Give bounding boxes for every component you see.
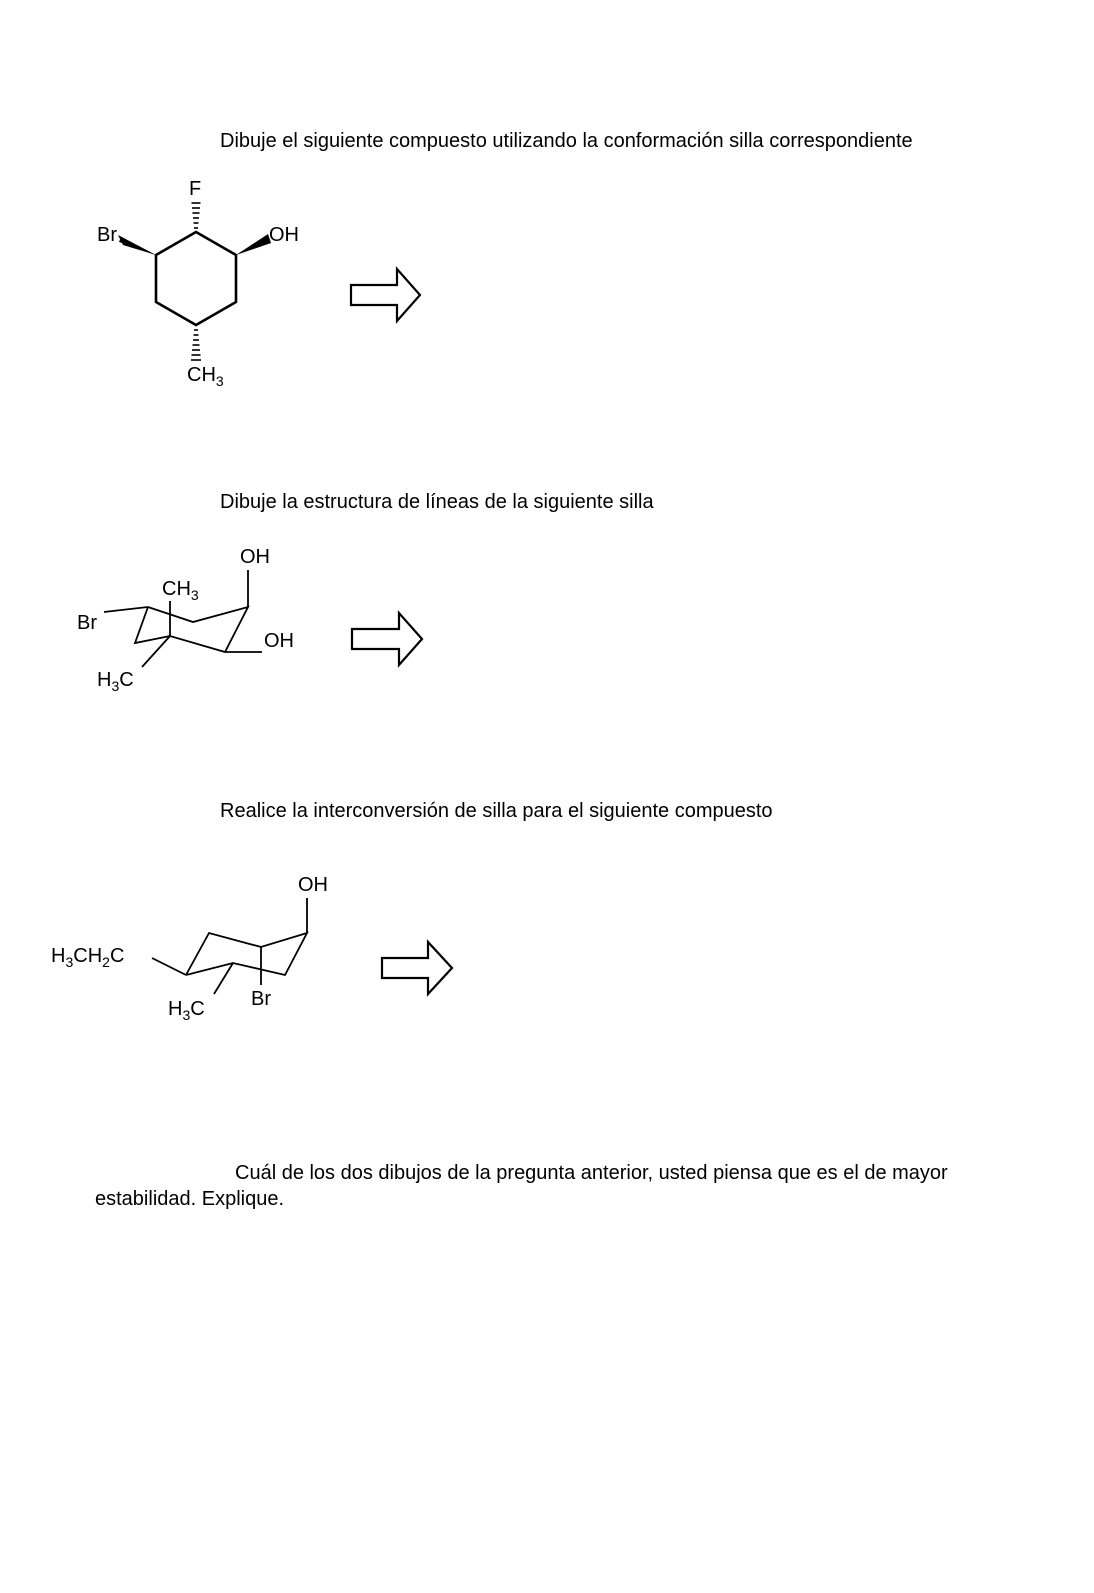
question-4-line-1: Cuál de los dos dibujos de la pregunta anterior, usted piensa que es el de mayor: [235, 1162, 948, 1184]
question-2-prompt: Dibuje la estructura de líneas de la siguiente silla: [220, 491, 654, 513]
label-br-1: Br: [97, 224, 117, 246]
label-oh-3: OH: [298, 874, 328, 896]
bond-ethyl-3: [152, 958, 186, 975]
arrow-2: [352, 613, 422, 665]
arrow-3: [382, 942, 452, 994]
question-4-line-2: estabilidad. Explique.: [95, 1188, 285, 1210]
hash-bond-ch3: [191, 330, 201, 360]
question-3-prompt: Realice la interconversión de silla para el siguiente compuesto: [220, 800, 773, 822]
structure-1-cyclohexane: [156, 232, 236, 325]
label-oh-1: OH: [269, 224, 299, 246]
label-ch3-2: $CH_3$: [162, 578, 199, 603]
ring-1: [156, 232, 236, 325]
bond-br-2: [104, 607, 148, 612]
label-f-1: F: [189, 178, 202, 200]
label-oh-top-2: OH: [240, 546, 270, 568]
hash-bond-f: [192, 203, 201, 228]
label-oh-right-2: OH: [264, 630, 294, 652]
label-br-2: Br: [77, 612, 97, 634]
arrow-1: [351, 269, 420, 321]
label-h3c-2: $H_3C$: [97, 669, 134, 694]
label-br-3: Br: [251, 988, 271, 1010]
label-h3ch2c-3: $H_3CH_2C$: [51, 945, 125, 970]
label-ch3-1: $CH_3$: [187, 364, 224, 389]
wedge-bond-oh: [236, 234, 271, 255]
question-1-prompt: Dibuje el siguiente compuesto utilizando la conformación silla correspondiente: [220, 130, 913, 152]
structure-3-chair: [152, 898, 307, 994]
label-h3c-3: $H_3C$: [168, 998, 205, 1023]
